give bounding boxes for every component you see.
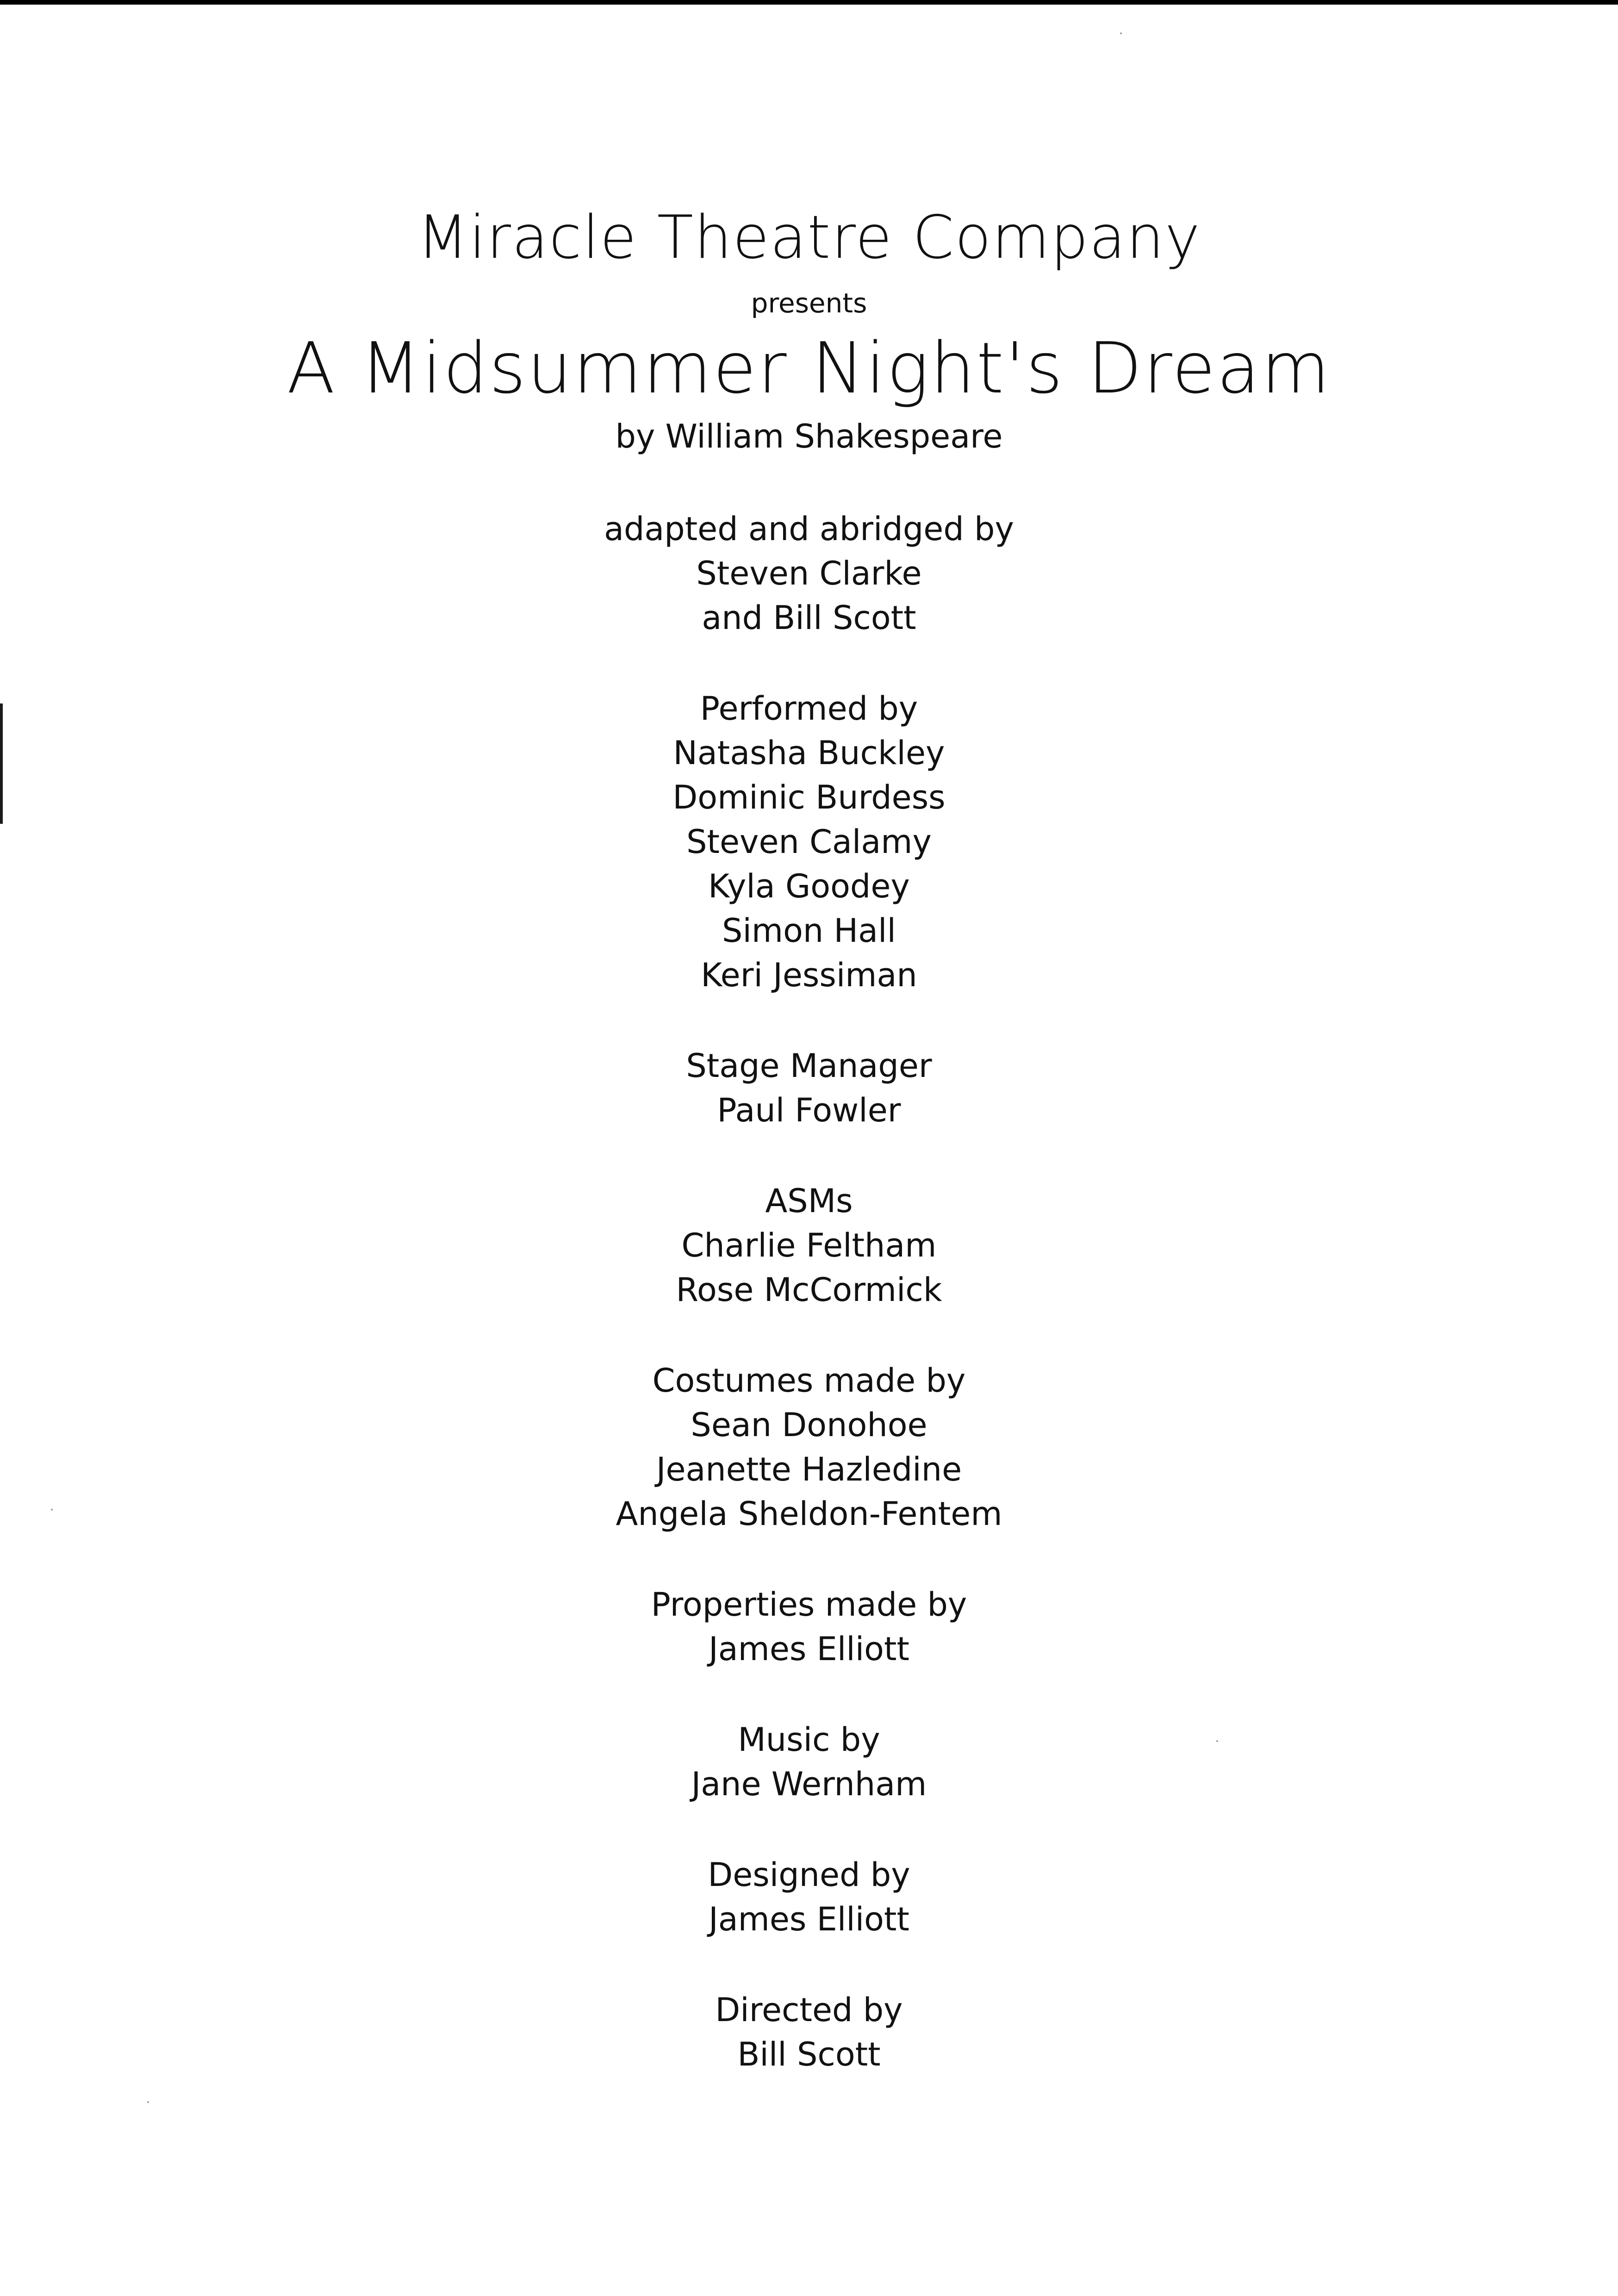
credit-role: Costumes made by	[652, 1362, 966, 1400]
credit-role: ASMs	[765, 1182, 853, 1220]
credit-group-costumes	[0, 1358, 1618, 1536]
scan-speck	[1216, 1740, 1218, 1742]
credit-role: Directed by	[715, 1991, 903, 2029]
credit-name: and Bill Scott	[702, 599, 916, 637]
credit-role: Properties made by	[651, 1586, 967, 1624]
credit-name: James Elliott	[709, 1900, 909, 1938]
credit-role: Music by	[738, 1721, 880, 1759]
credit-name: James Elliott	[709, 1630, 909, 1668]
credit-group-direction	[0, 1988, 1618, 2077]
scan-top-edge	[0, 0, 1618, 5]
credit-name: Steven Clarke	[696, 554, 922, 592]
credit-name: Jeanette Hazledine	[656, 1450, 962, 1488]
credit-role: Performed by	[700, 690, 918, 728]
credit-group-adaptation	[0, 507, 1618, 640]
credit-group-design	[0, 1853, 1618, 1941]
scan-speck	[51, 1509, 53, 1511]
credit-name: Bill Scott	[737, 2035, 881, 2073]
play-title: A Midsummer Night's Dream	[286, 327, 1332, 409]
scan-speck	[1120, 32, 1122, 34]
credit-group-music	[0, 1717, 1618, 1806]
credit-name: Rose McCormick	[676, 1271, 942, 1309]
credit-name: Dominic Burdess	[672, 778, 946, 816]
credit-name: Angela Sheldon-Fentem	[616, 1495, 1002, 1533]
credit-name: Charlie Feltham	[681, 1226, 937, 1264]
company-name: Miracle Theatre Company	[417, 203, 1201, 272]
credit-group-cast	[0, 686, 1618, 997]
presents-label: presents	[751, 287, 867, 319]
credit-role: adapted and abridged by	[604, 510, 1014, 548]
credits-list	[0, 507, 1618, 2123]
credit-name: Steven Calamy	[686, 823, 932, 861]
credit-name: Sean Donohoe	[691, 1406, 927, 1444]
credit-group-properties	[0, 1582, 1618, 1671]
credit-name: Natasha Buckley	[673, 734, 945, 772]
credit-group-stage-manager	[0, 1044, 1618, 1132]
credit-role: Stage Manager	[686, 1047, 932, 1085]
credit-name: Kyla Goodey	[708, 867, 910, 905]
scan-speck	[147, 2101, 149, 2103]
credit-name: Paul Fowler	[717, 1091, 901, 1129]
credit-group-asms	[0, 1179, 1618, 1312]
credit-name: Simon Hall	[722, 912, 896, 950]
credit-role: Designed by	[708, 1856, 910, 1894]
credit-name: Jane Wernham	[691, 1765, 927, 1803]
credit-name: Keri Jessiman	[701, 956, 917, 994]
play-author: by William Shakespeare	[615, 417, 1003, 455]
